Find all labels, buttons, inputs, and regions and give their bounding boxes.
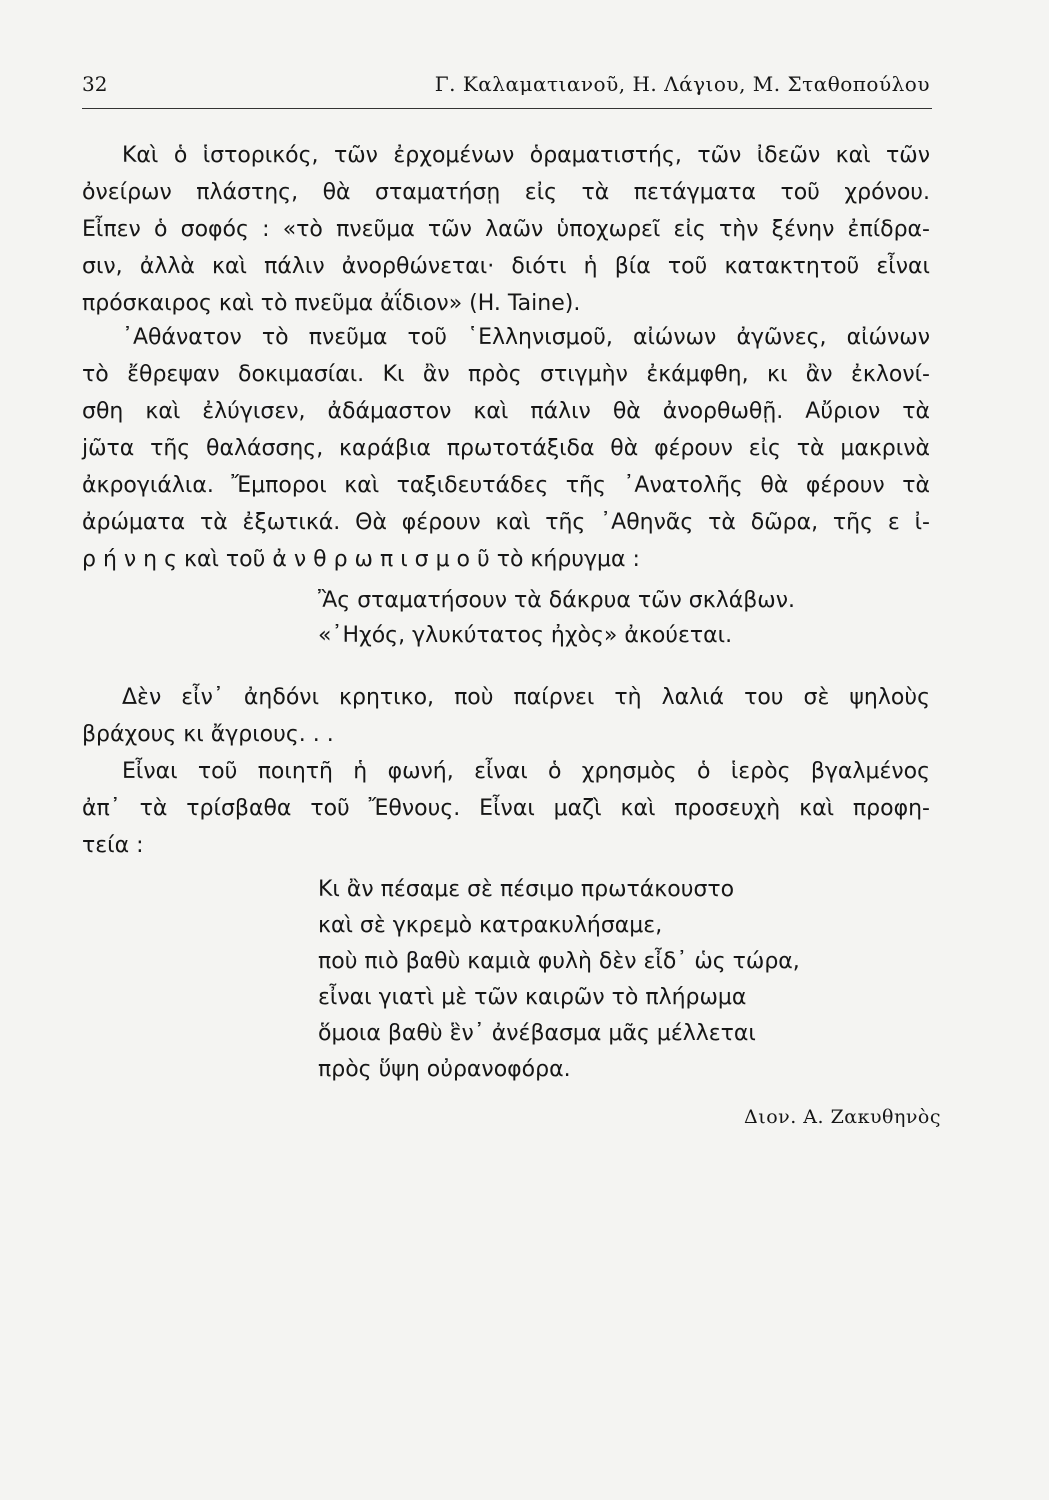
- text-line: ἀρώματα τὰ ἐξωτικά. Θὰ φέρουν καὶ τῆς ᾿Αθηνᾶς τὰ δῶρα, τῆς ε ἰ-: [82, 510, 930, 535]
- poem-line: καὶ σὲ γκρεμὸ κατρακυλήσαμε,: [318, 913, 663, 938]
- text-line: ὀνείρων πλάστης, θὰ σταματήσῃ εἰς τὰ πετάγματα τοῦ χρόνου.: [82, 180, 930, 205]
- text-line: τὸ ἔθρεψαν δοκιμασίαι. Κι ἂν πρὸς στιγμὴν ἐκάμφθη, κι ἂν ἐκλονί-: [82, 362, 930, 387]
- text-line: ϳῶτα τῆς θαλάσσης, καράβια πρωτοτάξιδα θὰ φέρουν εἰς τὰ μακρινὰ: [82, 436, 930, 461]
- poem-line: Κι ἂν πέσαμε σὲ πέσιμο πρωτάκουστο: [318, 877, 735, 902]
- poem-line: εἶναι γιατὶ μὲ τῶν καιρῶν τὸ πλήρωμα: [318, 985, 747, 1010]
- signature: Διον. Α. Ζακυθηνὸς: [744, 1106, 941, 1128]
- text-line: ᾿Αθάνατον τὸ πνεῦμα τοῦ ῾Ελληνισμοῦ, αἰώνων ἀγῶνες, αἰώνων: [122, 325, 930, 350]
- text-line: Καὶ ὁ ἱστορικός, τῶν ἐρχομένων ὁραματιστής, τῶν ἰδεῶν καὶ τῶν: [122, 143, 930, 168]
- header-authors: Γ. Καλαματιανοῦ, Η. Λάγιου, Μ. Σταθοπούλου: [434, 72, 930, 96]
- text-line: ρ ή ν η ς καὶ τοῦ ἀ ν θ ρ ω π ι σ μ ο ῦ τὸ κήρυγμα :: [82, 547, 640, 572]
- text-line: Δὲν εἶν᾿ ἀηδόνι κρητικο, ποὺ παίρνει τὴ λαλιά του σὲ ψηλοὺς: [122, 685, 930, 710]
- text-line: Εἶναι τοῦ ποιητῆ ἡ φωνή, εἶναι ὁ χρησμὸς ὁ ἱερὸς βγαλμένος: [122, 759, 930, 784]
- text-line: σιν, ἀλλὰ καὶ πάλιν ἀνορθώνεται· διότι ἡ βία τοῦ κατακτητοῦ εἶναι: [82, 254, 930, 279]
- text-line: σθη καὶ ἐλύγισεν, ἀδάμαστον καὶ πάλιν θὰ ἀνορθωθῇ. Αὔριον τὰ: [82, 399, 930, 424]
- quote-line: «᾿Ηχός, γλυκύτατος ἠχὸς» ἀκούεται.: [318, 623, 733, 648]
- text-line: βράχους κι ἄγριους. . .: [82, 722, 334, 747]
- text-line: ἀπ᾿ τὰ τρίσβαθα τοῦ Ἔθνους. Εἶναι μαζὶ καὶ προσευχὴ καὶ προφη-: [82, 796, 930, 821]
- text-line: ἀκρογιάλια. Ἔμποροι καὶ ταξιδευτάδες τῆς ᾿Ανατολῆς θὰ φέρουν τὰ: [82, 473, 930, 498]
- quote-line: Ἂς σταματήσουν τὰ δάκρυα τῶν σκλάβων.: [318, 588, 795, 613]
- page-number: 32: [82, 72, 108, 96]
- text-line: Εἶπεν ὁ σοφός : «τὸ πνεῦμα τῶν λαῶν ὑποχωρεῖ εἰς τὴν ξένην ἐπίδρα-: [82, 217, 930, 242]
- poem-line: πρὸς ὕψη οὐρανοφόρα.: [318, 1057, 571, 1082]
- text-line: πρόσκαιρος καὶ τὸ πνεῦμα ἀΐδιον» (H. Taine).: [82, 291, 581, 316]
- header-rule: [82, 108, 932, 109]
- poem-line: ποὺ πιὸ βαθὺ καμιὰ φυλὴ δὲν εἶδ᾿ ὡς τώρα,: [318, 949, 800, 974]
- poem-line: ὅμοια βαθὺ ἓν᾿ ἀνέβασμα μᾶς μέλλεται: [318, 1021, 756, 1046]
- running-head: [82, 72, 930, 104]
- text-line: τεία :: [82, 833, 144, 858]
